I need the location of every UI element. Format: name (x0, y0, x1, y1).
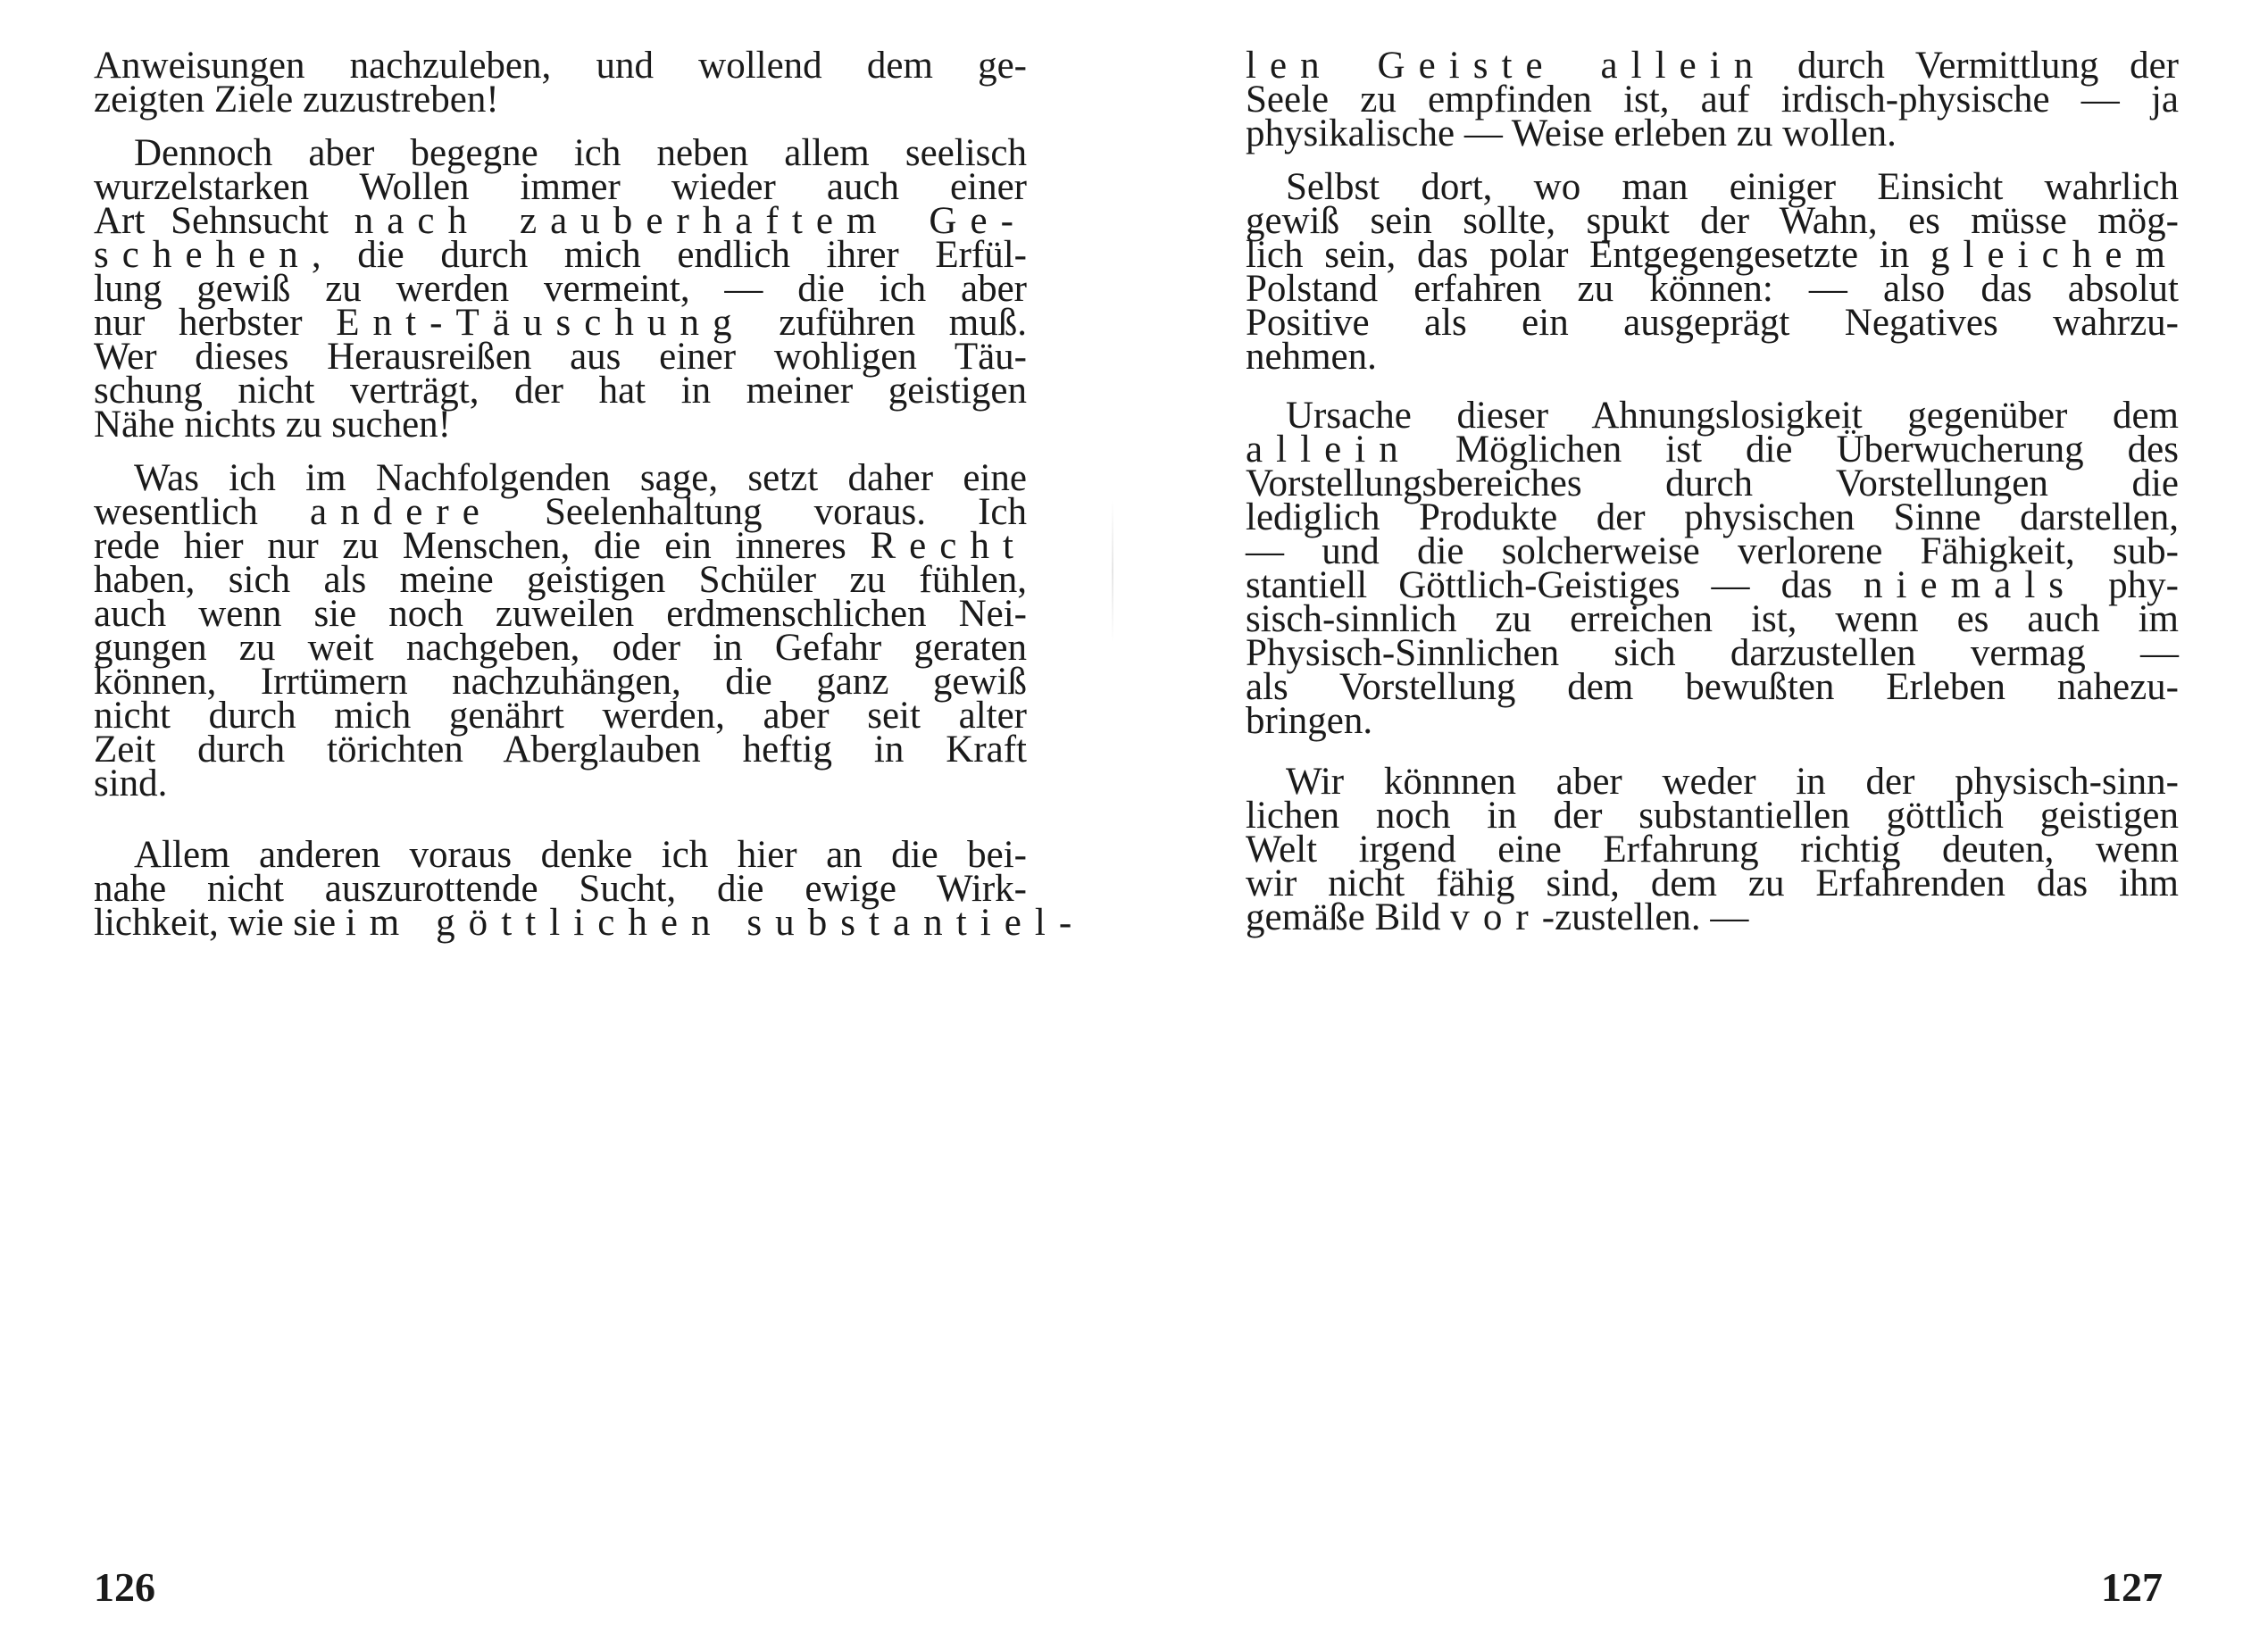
text-line: Ursache dieser Ahnungslosigkeit gegenüber dem (1286, 395, 2179, 437)
page-number: 127 (2101, 1564, 2163, 1610)
text-line: schehen, die durch mich endlich ihrer Erfül- (94, 234, 1027, 276)
text-line: Positive als ein ausgeprägt Negatives wahrzu- (1246, 302, 2179, 344)
text-line: len Geiste allein durch Vermittlung der (1246, 45, 2179, 87)
right-page (1134, 0, 2268, 1625)
text-line: Polstand erfahren zu können: — also das absolut (1246, 268, 2179, 310)
text-line: lung gewiß zu werden vermeint, — die ich aber (94, 268, 1027, 310)
page-number: 126 (94, 1564, 155, 1610)
text-line: lichen noch in der substantiellen göttlich geistigen (1246, 795, 2179, 837)
spaced-emphasis: nach zauberhaftem Ge- (354, 200, 1027, 242)
text-line: als Vorstellung dem bewußten Erleben nahezu- (1246, 666, 2179, 708)
text-line: Anweisungen nachzuleben, und wollend dem ge- (94, 45, 1027, 87)
text-line: können, Irrtümern nachzuhängen, die ganz gewiß (94, 661, 1027, 703)
text-line: Vorstellungsbereiches durch Vorstellungen die (1246, 462, 2179, 504)
text-line: nehmen. (1246, 336, 1377, 378)
page-gutter (1112, 500, 1113, 643)
text-line: stantiell Göttlich-Geistiges — das niemals phy- (1246, 564, 2179, 606)
text-line: wurzelstarken Wollen immer wieder auch einer (94, 166, 1027, 208)
text-line: nur herbster Ent-Täuschung zuführen muß. (94, 302, 1027, 344)
text-line: Seele zu empfinden ist, auf irdisch-physische — ja (1246, 79, 2179, 121)
text-line: wir nicht fähig sind, dem zu Erfahrenden das ihm (1246, 862, 2179, 904)
text-line: Allem anderen voraus denke ich hier an die bei- (134, 834, 1027, 876)
text-line: bringen. (1246, 700, 1373, 742)
spaced-emphasis: schehen (94, 234, 312, 276)
spaced-emphasis: andere (309, 491, 493, 533)
text-line: Art Sehnsucht nach zauberhaftem Ge- (94, 200, 1027, 242)
text-line: haben, sich als meine geistigen Schüler zu fühlen, (94, 559, 1027, 601)
spaced-emphasis: Ent-Täuschung (336, 302, 746, 344)
text-line: — und die solcherweise verlorene Fähigkeit, sub- (1246, 530, 2179, 572)
text-line: Wer dieses Herausreißen aus einer wohligen Täu- (94, 336, 1027, 378)
text-line: allein Möglichen ist die Überwucherung des (1246, 429, 2179, 471)
text-line: auch wenn sie noch zuweilen erdmenschlichen Nei- (94, 593, 1027, 635)
text-line: gungen zu weit nachgeben, oder in Gefahr geraten (94, 627, 1027, 669)
text-line: Was ich im Nachfolgenden sage, setzt daher eine (134, 457, 1027, 499)
spaced-emphasis: im göttlichen substantiel- (345, 902, 1086, 944)
text-line: lediglich Produkte der physischen Sinne darstellen, (1246, 496, 2179, 538)
text-line: Selbst dort, wo man einiger Einsicht wahrlich (1286, 166, 2179, 208)
text-line: Dennoch aber begegne ich neben allem seelisch (134, 132, 1027, 174)
text-line: Physisch-Sinnlichen sich darzustellen vermag — (1246, 632, 2179, 674)
text-line: Nähe nichts zu suchen! (94, 404, 451, 446)
text-line: nicht durch mich genährt werden, aber seit alter (94, 695, 1027, 737)
text-line: gemäße Bild vor-zustellen. — (1246, 896, 1749, 938)
spaced-emphasis: Recht (870, 525, 1027, 567)
text-line: sind. (94, 762, 168, 804)
text-line: sisch-sinnlich zu erreichen ist, wenn es auch im (1246, 598, 2179, 640)
text-line: rede hier nur zu Menschen, die ein inneres Recht (94, 525, 1027, 567)
text-line: wesentlich andere Seelenhaltung voraus. Ich (94, 491, 1027, 533)
text-line: schung nicht verträgt, der hat in meiner geistigen (94, 370, 1027, 412)
spaced-emphasis: len Geiste allein (1246, 45, 1767, 87)
text-line: nahe nicht auszurottende Sucht, die ewige Wirk- (94, 868, 1027, 910)
text-line: physikalische — Weise erleben zu wollen. (1246, 112, 1897, 154)
text-line: lich sein, das polar Entgegengesetzte in gleichem (1246, 234, 2179, 276)
spaced-emphasis: gleichem (1930, 234, 2179, 276)
spaced-emphasis: allein (1246, 429, 1412, 471)
spaced-emphasis: niemals (1864, 564, 2078, 606)
text-line: lichkeit, wie sie im göttlichen substantiel- (94, 902, 1086, 944)
text-line: zeigten Ziele zuzustreben! (94, 79, 499, 121)
text-line: Welt irgend eine Erfahrung richtig deuten, wenn (1246, 829, 2179, 871)
text-line: Zeit durch törichten Aberglauben heftig in Kraft (94, 729, 1027, 771)
text-line: Wir könnnen aber weder in der physisch-sinn- (1286, 761, 2179, 803)
text-line: gewiß sein sollte, spukt der Wahn, es müsse mög- (1246, 200, 2179, 242)
spaced-emphasis: vor (1450, 896, 1542, 938)
